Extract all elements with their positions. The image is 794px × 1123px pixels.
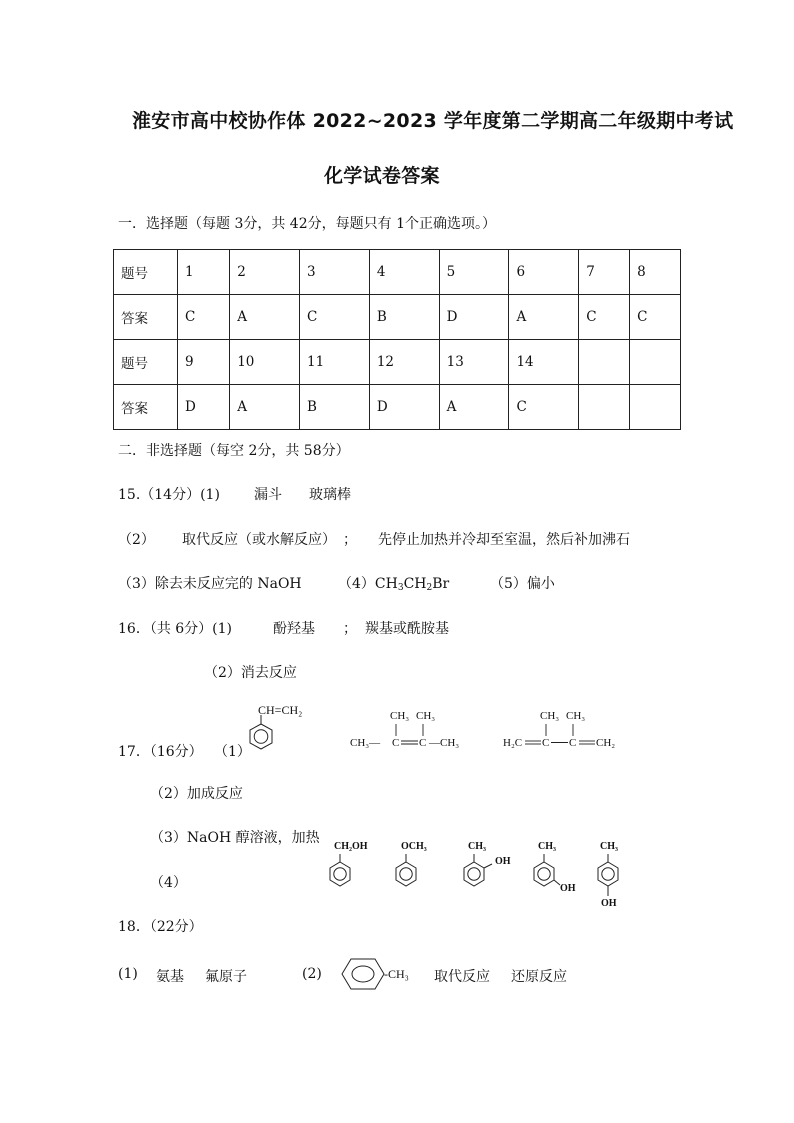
formula-element: CH <box>374 576 398 592</box>
formula-element: CH <box>403 576 427 592</box>
table-cell <box>579 340 630 385</box>
isomer-p-cresol <box>590 840 640 912</box>
q16-answer-1: 酚羟基 <box>273 621 315 637</box>
q17-part2: （2）加成反应 <box>150 786 243 802</box>
row-header: 题号 <box>114 250 178 295</box>
table-cell: 10 <box>230 340 300 385</box>
anisole-label: OCH₃ <box>401 841 427 852</box>
section-one-heading: 一．选择题（每题 3分，共 42分，每题只有 1个正确选项。） <box>118 216 496 232</box>
table-cell <box>579 385 630 430</box>
diene-methyl-left: CH₃ <box>540 710 560 722</box>
isomer-benzyl-alcohol <box>320 840 380 896</box>
section-two-heading: 二．非选择题（每空 2分，共 58分） <box>118 443 350 459</box>
q16-answer-2: 羰基或酰胺基 <box>365 621 449 637</box>
formula-element: Br <box>432 576 450 592</box>
page-subtitle: 化学试卷答案 <box>324 165 440 187</box>
table-cell: 4 <box>369 250 439 295</box>
p-cresol-hydroxy-label: OH <box>601 898 617 909</box>
q18-answer-3: 取代反应 <box>434 969 490 985</box>
q15-answer-2: 玻璃棒 <box>309 487 351 503</box>
row-header: 答案 <box>114 295 178 340</box>
table-cell: 11 <box>300 340 370 385</box>
m-cresol-ring <box>522 840 592 900</box>
toluene-ring <box>340 956 390 992</box>
table-cell: 12 <box>369 340 439 385</box>
diene-carbon-2: C <box>569 737 577 749</box>
q16-label: 16．（共 6分）(1) <box>118 621 233 637</box>
q15-part2-separator: ； <box>343 532 357 548</box>
table-cell: 6 <box>509 250 579 295</box>
table-cell: 1 <box>178 250 230 295</box>
q18-label: 18．（22分） <box>118 919 203 935</box>
formula-subscript: 2 <box>426 583 433 593</box>
alkene-carbon-2: C <box>419 737 427 749</box>
q18-answer-4: 还原反应 <box>511 969 567 985</box>
styrene-structure <box>244 702 324 756</box>
table-cell: C <box>300 295 370 340</box>
o-cresol-methyl-label: CH₃ <box>468 841 486 852</box>
table-cell: 14 <box>509 340 579 385</box>
isomer-anisole <box>385 840 445 896</box>
diene-left-end: H₂C <box>503 737 523 749</box>
q15-part4 <box>338 573 449 593</box>
dimethylbutene-structure <box>350 710 470 752</box>
q15-label: 15.（14分）(1) <box>118 487 220 503</box>
table-cell: A <box>439 385 509 430</box>
answer-table <box>113 249 681 430</box>
q17-part4-label: （4） <box>150 875 187 891</box>
q15-part5: （5）偏小 <box>490 576 555 592</box>
q18-answer-2: 氟原子 <box>205 969 247 985</box>
benzyl-alcohol-label: CH₂OH <box>334 841 368 852</box>
table-cell: C <box>178 295 230 340</box>
table-cell: C <box>630 295 681 340</box>
table-row <box>114 295 681 340</box>
benzene-ring <box>250 715 272 749</box>
isomer-o-cresol <box>452 840 522 896</box>
alkene-methyl-left: CH₃ <box>390 710 410 722</box>
table-cell: 2 <box>230 250 300 295</box>
table-cell <box>630 340 681 385</box>
table-cell: D <box>369 385 439 430</box>
q17-part3: （3）NaOH 醇溶液，加热 <box>150 830 320 846</box>
table-cell: C <box>509 385 579 430</box>
table-row <box>114 340 681 385</box>
formula-subscript: 3 <box>397 583 404 593</box>
table-cell: D <box>178 385 230 430</box>
q18-answer-1: 氨基 <box>156 969 184 985</box>
q16-separator: ； <box>343 621 357 637</box>
o-cresol-hydroxy-label: OH <box>495 856 511 867</box>
q17-label: 17．（16分） <box>118 744 203 760</box>
table-cell: D <box>439 295 509 340</box>
table-row <box>114 250 681 295</box>
q18-part1-label: (1) <box>118 966 138 982</box>
table-cell: B <box>300 385 370 430</box>
q17-part1-label: （1） <box>214 744 251 760</box>
table-row <box>114 385 681 430</box>
q16-part2: （2）消去反应 <box>204 665 297 681</box>
q15-part3: （3）除去未反应完的 NaOH <box>118 576 302 592</box>
table-cell: A <box>230 385 300 430</box>
diene-right-end: CH₂ <box>596 737 616 749</box>
table-cell: A <box>509 295 579 340</box>
q18-part2-label: (2) <box>302 966 322 982</box>
alkene-methyl-right: CH₃ <box>416 710 436 722</box>
isomer-m-cresol <box>522 840 592 900</box>
row-header: 题号 <box>114 340 178 385</box>
q15-part2-answer-b: 先停止加热并冷却至室温，然后补加沸石 <box>378 532 630 548</box>
p-cresol-methyl-label: CH₃ <box>600 841 618 852</box>
table-cell: A <box>230 295 300 340</box>
diene-methyl-right: CH₃ <box>566 710 586 722</box>
dimethylbutadiene-structure <box>503 710 623 752</box>
table-cell: 8 <box>630 250 681 295</box>
table-cell: B <box>369 295 439 340</box>
table-cell: C <box>579 295 630 340</box>
styrene-substituent: CH=CH₂ <box>258 703 303 717</box>
table-cell: 5 <box>439 250 509 295</box>
alkene-right-end: —CH₃ <box>429 737 460 749</box>
alkene-left-end: CH₃— <box>350 737 381 749</box>
row-header: 答案 <box>114 385 178 430</box>
diene-carbon-1: C <box>542 737 550 749</box>
table-cell: 3 <box>300 250 370 295</box>
m-cresol-methyl-label: CH₃ <box>538 841 556 852</box>
q15-part2-label: （2） <box>118 532 155 548</box>
table-cell: 9 <box>178 340 230 385</box>
table-cell: 7 <box>579 250 630 295</box>
q15-part4-label: （4） <box>338 576 375 592</box>
o-cresol-ring <box>452 840 522 896</box>
q15-part2-answer-a: 取代反应（或水解反应） <box>182 532 336 548</box>
q15-part4-formula <box>375 576 449 592</box>
table-cell: 13 <box>439 340 509 385</box>
toluene-structure <box>340 956 420 992</box>
q15-answer-1: 漏斗 <box>254 487 282 503</box>
page-title: 淮安市高中校协作体 2022~2023 学年度第二学期高二年级期中考试 <box>132 110 734 132</box>
m-cresol-hydroxy-label: OH <box>560 883 576 894</box>
table-cell <box>630 385 681 430</box>
toluene-methyl: -CH₃ <box>384 967 409 981</box>
alkene-carbon-1: C <box>392 737 400 749</box>
